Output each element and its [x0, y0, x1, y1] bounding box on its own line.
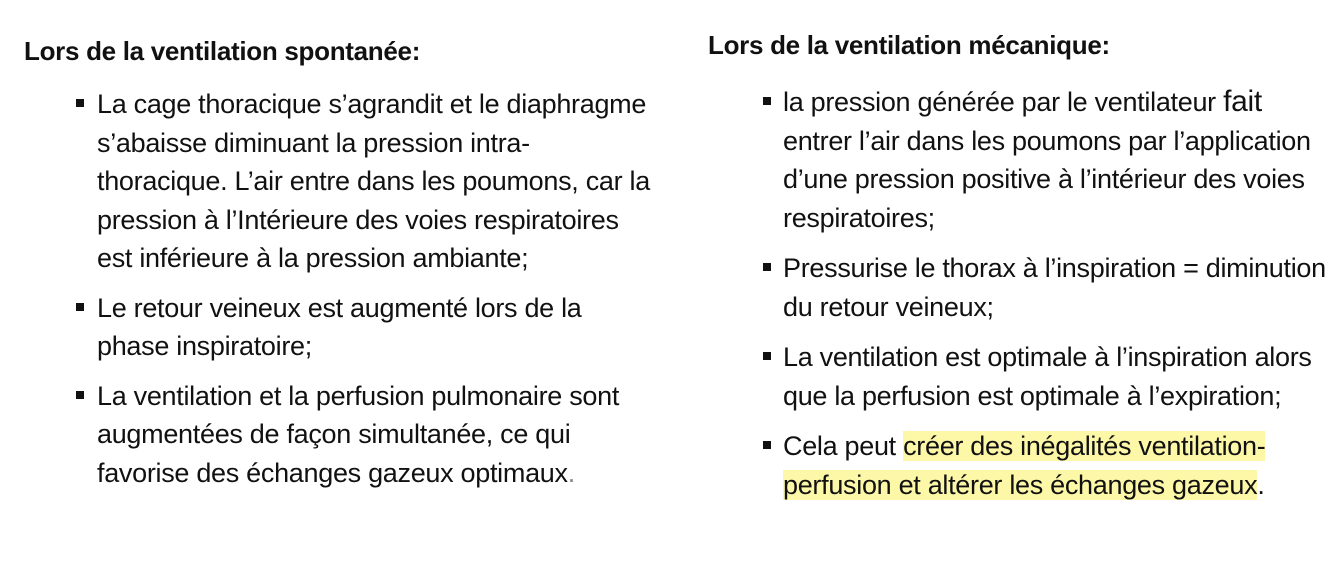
square-bullet-icon [763, 352, 771, 360]
list-item [708, 249, 1328, 326]
square-bullet-icon [76, 391, 84, 399]
left-bullet-list [24, 85, 654, 492]
square-bullet-icon [763, 441, 771, 449]
right-column [708, 0, 1328, 504]
list-item [708, 83, 1328, 237]
list-item-text-start: Cela peut [783, 431, 904, 461]
list-item-text: Pressurise le thorax à l’inspiration = diminution du retour veineux; [783, 253, 1326, 322]
list-item [24, 377, 654, 493]
list-item-text: La ventilation est optimale à l’inspiration alors que la perfusion est optimale à l’expiration; [783, 342, 1312, 411]
list-item-text-end: . [1257, 469, 1265, 500]
list-item-text: La ventilation et la perfusion pulmonaire sont augmentées de façon simultanée, ce qui favorise des échanges gazeux optimaux [97, 380, 620, 488]
list-item [24, 85, 654, 278]
list-item [708, 427, 1328, 504]
list-item-text: La cage thoracique s’agrandit et le diaphragme s’abaisse diminuant la pression intra-thoracique. L’air entre dans les poumons, car la pression à l’Intérieure des voies respiratoires est inférieure à la pression ambiante; [97, 89, 650, 273]
list-item-text: Le retour veineux est augmenté lors de la phase inspiratoire; [97, 292, 582, 361]
square-bullet-icon [76, 99, 84, 107]
list-item [708, 338, 1328, 415]
list-item [24, 289, 654, 366]
left-heading: Lors de la ventilation spontanée: [24, 36, 421, 66]
left-column [24, 0, 654, 492]
square-bullet-icon [763, 263, 771, 271]
right-heading: Lors de la ventilation mécanique: [708, 30, 1110, 60]
square-bullet-icon [763, 97, 771, 105]
list-item-emphasized-word: fait [1223, 85, 1262, 118]
list-item-end-punctuation: . [567, 457, 575, 488]
list-item-text-start: la pression générée par le ventilateur [783, 87, 1224, 117]
highlighted-text: créer des inégalités ventilation-perfusion et altérer les échanges gazeux [783, 431, 1266, 500]
list-item-text-end: entrer l’air dans les poumons par l’application d’une pression positive à l’intérieur des voies respiratoires; [783, 125, 1311, 233]
square-bullet-icon [76, 303, 84, 311]
right-bullet-list [708, 83, 1328, 504]
